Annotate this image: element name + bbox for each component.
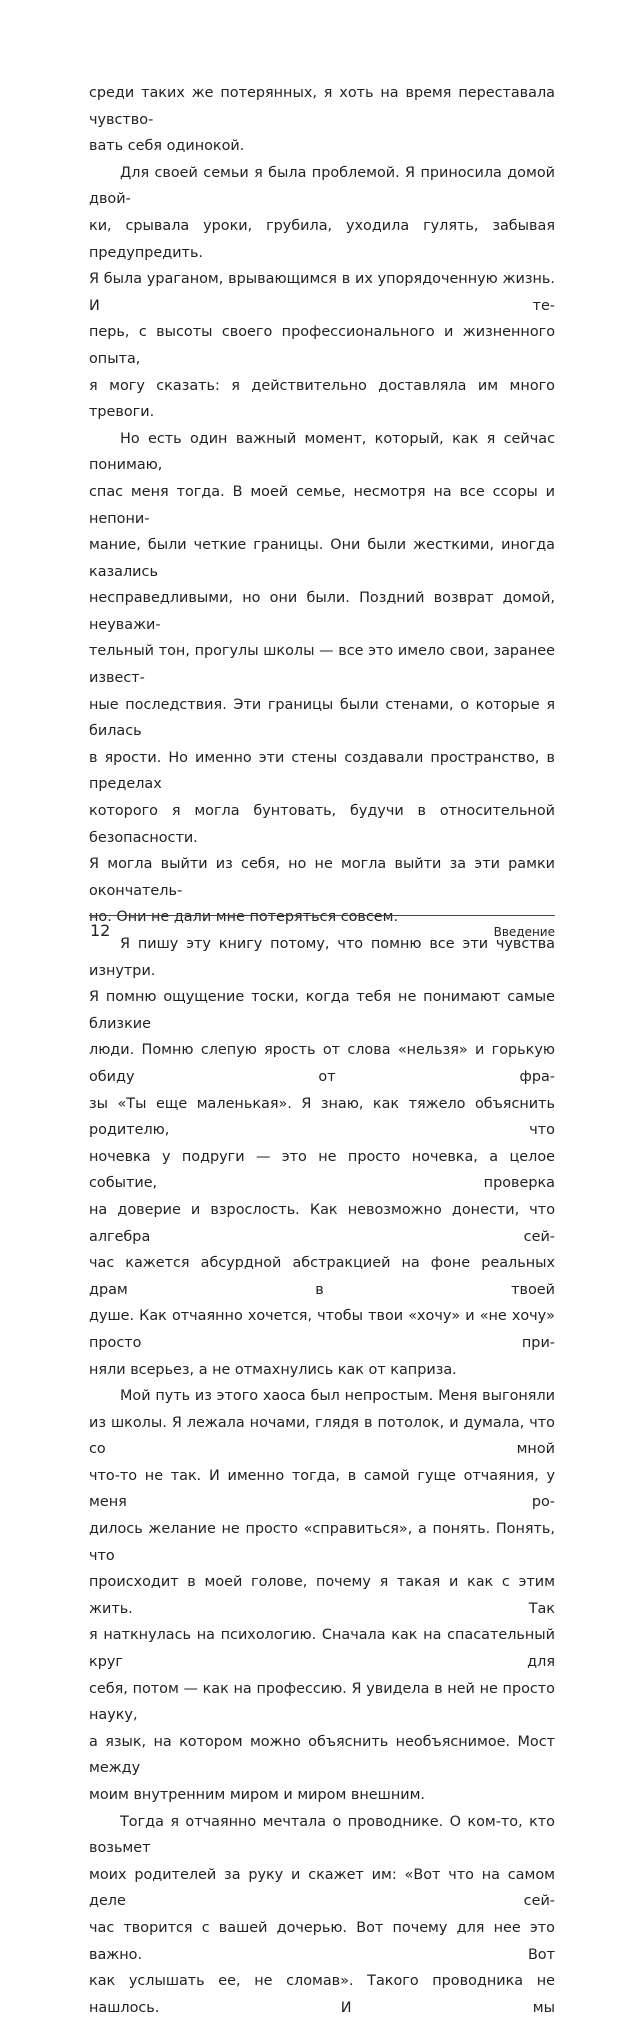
text-line: моих родителей за руку и скажет им: «Вот что на самом деле сей- (89, 1866, 555, 1910)
text-line: в ярости. Но именно эти стены создавали пространство, в пределах (89, 749, 555, 793)
text-line: зы «Ты еще маленькая». Я знаю, как тяжело объяснить родителю, что (89, 1095, 555, 1139)
footer-rule (89, 915, 555, 916)
text-line: Мой путь из этого хаоса был непростым. Меня выгоняли (120, 1388, 555, 1405)
text-line: происходит в моей голове, почему я такая и как с этим жить. Так (89, 1574, 555, 1617)
text-line: моим внутренним миром и миром внешним. (89, 1787, 426, 1803)
text-line: как услышать ее, не сломав». Такого проводника не нашлось. И мы (89, 1973, 555, 2016)
text-line: несправедливыми, но они были. Поздний возврат домой, неуважи- (89, 590, 555, 633)
text-line: тельный тон, прогулы школы — все это имело свои, заранее извест- (89, 643, 555, 687)
text-line: ки, срывала уроки, грубила, уходила гулять, забывая предупредить. (89, 217, 555, 261)
text-line: среди таких же потерянных, я хоть на время переставала чувство- (89, 85, 555, 128)
text-line: Тогда я отчаянно мечтала о проводнике. О ком-то, кто возьмет (89, 1813, 555, 1857)
text-line: Я была ураганом, врывающимся в их упорядоченную жизнь. И те- (89, 271, 555, 314)
text-line: мание, были четкие границы. Они были жесткими, иногда казались (89, 537, 555, 580)
text-line: себя, потом — как на профессию. Я увидела в ней не просто науку, (89, 1680, 555, 1724)
text-line: спас меня тогда. В моей семье, несмотря на все ссоры и непони- (89, 483, 555, 527)
text-line: которого я могла бунтовать, будучи в относительной безопасности. (89, 803, 555, 846)
text-line: Я помню ощущение тоски, когда тебя не понимают самые близкие (89, 989, 555, 1032)
page-number: 12 (90, 921, 111, 940)
text-line: няли всерьез, а не отмахнулись как от каприза. (89, 1361, 457, 1378)
text-line: Я пишу эту книгу потому, что помню все эти чувства изнутри. (89, 936, 555, 979)
text-line: дилось желание не просто «справиться», а понять. Понять, что (89, 1521, 555, 1564)
text-line: час кажется абсурдной абстракцией на фоне реальных драм в твоей (89, 1255, 555, 1298)
text-line: ночевка у подруги — это не просто ночевка, а целое событие, проверка (89, 1148, 555, 1192)
page-body (89, 80, 555, 2021)
text-line: Я могла выйти из себя, но не могла выйти за эти рамки окончатель- (89, 856, 555, 899)
text-line: на доверие и взрослость. Как невозможно донести, что алгебра сей- (89, 1201, 555, 1245)
text-line: Для своей семьи я была проблемой. Я приносила домой двой- (89, 164, 555, 208)
text-line: из школы. Я лежала ночами, глядя в потолок, и думала, что со мной (89, 1414, 555, 1458)
text-line: люди. Помню слепую ярость от слова «нельзя» и горькую обиду от фра- (89, 1042, 555, 1085)
text-line: перь, с высоты своего профессионального и жизненного опыта, (89, 324, 555, 367)
text-line: я могу сказать: я действительно доставляла им много тревоги. (89, 377, 555, 421)
text-line: вать себя одинокой. (89, 138, 245, 155)
text-line: я наткнулась на психологию. Сначала как на спасательный круг для (89, 1627, 555, 1671)
text-line: но. Они не дали мне потеряться совсем. (89, 909, 399, 926)
text-line: час творится с вашей дочерью. Вот почему для нее это важно. Вот (89, 1919, 555, 1963)
text-line: что-то не так. И именно тогда, в самой гуще отчаяния, у меня ро- (89, 1467, 555, 1511)
text-line: Но есть один важный момент, который, как я сейчас понимаю, (89, 430, 555, 474)
running-head: Введение (493, 925, 555, 939)
text-line: а язык, на котором можно объяснить необъяснимое. Мост между (89, 1733, 555, 1777)
text-line: душе. Как отчаянно хочется, чтобы твои «хочу» и «не хочу» просто при- (89, 1308, 555, 1351)
text-line: ные последствия. Эти границы были стенами, о которые я билась (89, 696, 555, 740)
